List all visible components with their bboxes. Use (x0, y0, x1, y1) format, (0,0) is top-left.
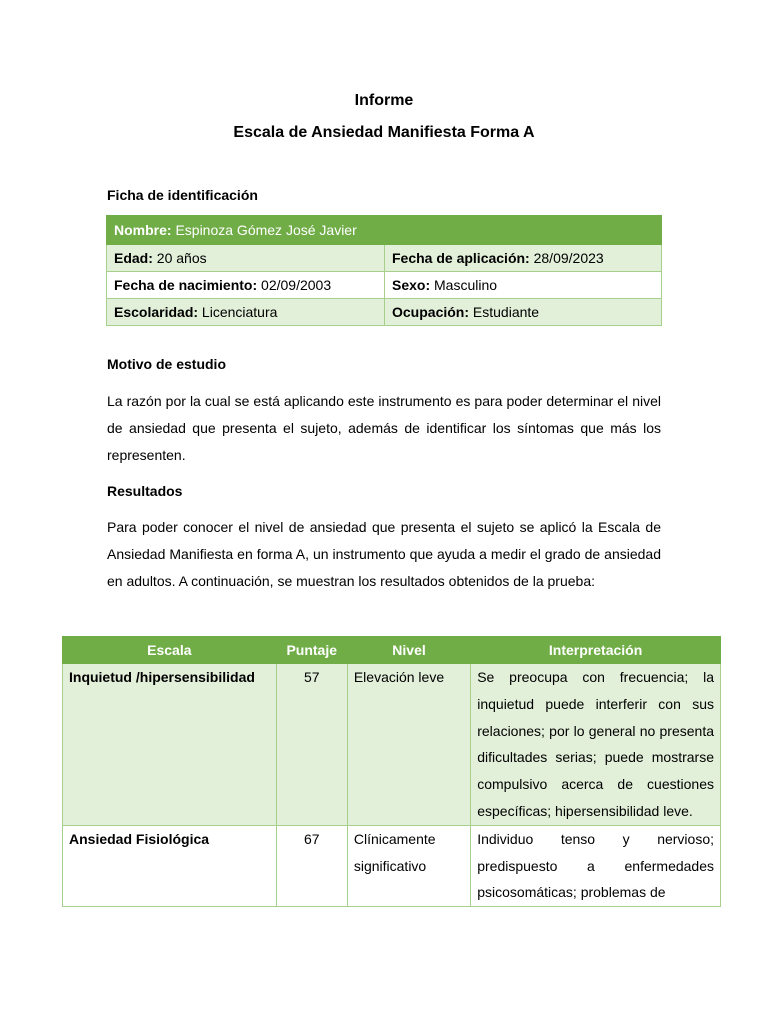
ocupacion-label: Ocupación: (392, 304, 470, 320)
ocupacion-value: Estudiante (469, 304, 540, 320)
id-row-nacimiento (107, 272, 662, 299)
id-row-escolaridad (107, 299, 662, 326)
nivel-text: Clínicamente significativo (353, 830, 436, 874)
fecha-nacimiento-value: 02/09/2003 (257, 277, 332, 293)
report-title: Informe (354, 92, 414, 109)
edad-cell (107, 245, 385, 272)
edad-value: 20 años (152, 250, 207, 266)
escala-text: Ansiedad Fisiológica (69, 830, 210, 847)
fecha-nacimiento-label: Fecha de nacimiento: (114, 277, 258, 293)
results-header-row (63, 637, 721, 664)
nombre-cell (107, 216, 662, 245)
id-row-nombre (107, 216, 662, 245)
puntaje-text: 67 (303, 830, 320, 847)
table-row (63, 825, 721, 906)
fecha-aplicacion-value: 28/09/2023 (529, 250, 604, 266)
nombre-value: Espinoza Gómez José Javier (171, 222, 357, 238)
sexo-cell (385, 272, 662, 299)
nivel-cell: Elevación leve (347, 664, 470, 826)
header-puntaje: Puntaje (276, 637, 347, 664)
escolaridad-label: Escolaridad: (114, 304, 199, 320)
report-subtitle: Escala de Ansiedad Manifiesta Forma A (233, 124, 535, 141)
results-table (62, 636, 721, 907)
nivel-cell (347, 825, 470, 906)
identification-heading: Ficha de identificación (107, 187, 258, 203)
header-escala: Escala (63, 637, 277, 664)
interpretacion-cell (471, 825, 721, 906)
puntaje-cell: 57 (276, 664, 347, 826)
motivo-heading: Motivo de estudio (107, 356, 226, 372)
puntaje-cell (276, 825, 347, 906)
motivo-paragraph: La razón por la cual se está aplicando este instrumento es para poder determinar el nivel de ansiedad que presenta el sujeto, además de identificar los síntomas que más los representen. (107, 393, 661, 463)
table-row (63, 664, 721, 826)
fecha-aplicacion-label: Fecha de aplicación: (392, 250, 530, 266)
resultados-paragraph: Para poder conocer el nivel de ansiedad que presenta el sujeto se aplicó la Escala de Ansiedad Manifiesta en forma A, un instrumento que ayuda a medir el grado de ansiedad en adultos. A continuación, se muestran los resultados obtenidos de la prueba: (107, 519, 661, 589)
sexo-label: Sexo: (392, 277, 431, 293)
header-interpretacion: Interpretación (471, 637, 721, 664)
escolaridad-value: Licenciatura (198, 304, 278, 320)
id-row-edad (107, 245, 662, 272)
identification-table (106, 215, 662, 326)
edad-label: Edad: (114, 250, 153, 266)
fecha-nacimiento-cell (107, 272, 385, 299)
resultados-heading: Resultados (107, 483, 183, 499)
escala-cell: Inquietud /hipersensibilidad (63, 664, 277, 826)
interpretacion-text: Individuo tenso y nervioso; predispuesto a enfermedades psicosomáticas; problemas de (477, 830, 714, 901)
escala-cell (63, 825, 277, 906)
nombre-label: Nombre: (114, 222, 172, 238)
fecha-aplicacion-cell (385, 245, 662, 272)
header-nivel: Nivel (347, 637, 470, 664)
escolaridad-cell (107, 299, 385, 326)
ocupacion-cell (385, 299, 662, 326)
sexo-value: Masculino (430, 277, 498, 293)
interpretacion-cell: Se preocupa con frecuencia; la inquietud puede interferir con sus relaciones; por lo general no presenta dificultades serias; puede mostrarse compulsivo acerca de cuestiones específicas; hipersensibilidad leve. (471, 664, 721, 826)
